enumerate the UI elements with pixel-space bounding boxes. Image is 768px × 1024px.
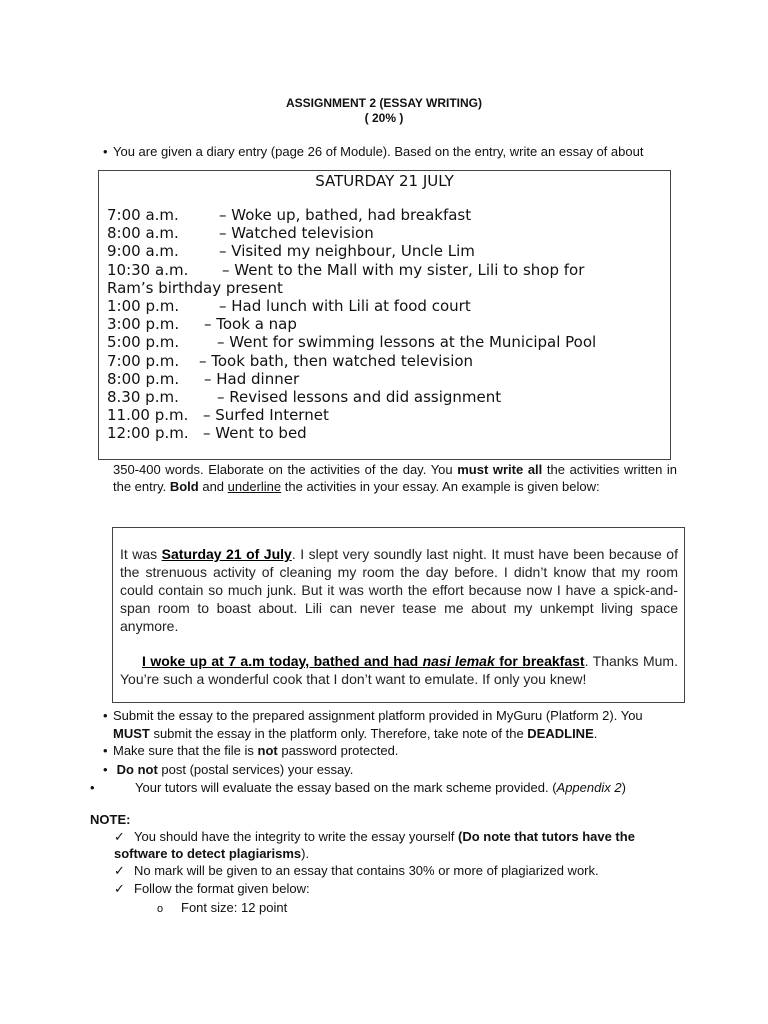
example-activity-emphasis: nasi lemak xyxy=(422,653,495,669)
format-font-size xyxy=(157,899,287,918)
diary-entry-time: 5:00 p.m. xyxy=(107,333,180,352)
bullet-icon: • xyxy=(90,780,95,795)
evaluation-bullet xyxy=(90,779,626,797)
not-emphasis: not xyxy=(257,743,278,758)
diary-entries-list xyxy=(107,206,596,443)
note-label: NOTE: xyxy=(90,812,131,827)
diary-entry xyxy=(107,370,596,388)
diary-entry-activity: – Went for swimming lessons at the Municipal Pool xyxy=(217,333,597,352)
example-activity-emphasis: I woke up at 7 a.m today, bathed and had xyxy=(142,653,423,669)
bullet-text: post (postal services) your essay. xyxy=(157,762,354,777)
checkmark-icon: ✓ xyxy=(114,829,125,844)
format-text: Font size: 12 point xyxy=(181,900,288,915)
diary-entry xyxy=(107,424,596,442)
bullet-icon: • xyxy=(103,708,108,723)
checkmark-icon: ✓ xyxy=(114,863,125,878)
example-paragraph-1 xyxy=(120,545,678,635)
note-text: ). xyxy=(301,846,310,861)
password-bullet xyxy=(103,742,398,760)
bullet-text: Make sure that the file is xyxy=(113,743,258,758)
instructions-text: the activities written in the entry. xyxy=(113,462,678,494)
example-activity-emphasis: for breakfast xyxy=(494,653,585,669)
submit-bullet xyxy=(103,707,683,743)
diary-entry-time: 7:00 a.m. xyxy=(107,206,179,224)
diary-entry xyxy=(107,333,596,351)
bold-emphasis: Bold xyxy=(169,479,199,494)
diary-entry-time: 11.00 p.m. xyxy=(107,406,189,425)
diary-entry-time: 8.30 p.m. xyxy=(107,388,179,407)
deadline-emphasis: DEADLINE xyxy=(527,726,594,741)
diary-entry-activity: – Went to the Mall with my sister, Lili to shop for xyxy=(222,260,585,279)
note-item-format xyxy=(114,880,310,897)
example-text: . I slept very soundly last night. It must have been because of the strenuous activity of cleaning my room the day before. I didn’t know that my room could contain so much junk. But it was worth the effort because now I have a spick-and-span room to boast about. Lili can never tease me about my unkempt living space anymore. xyxy=(120,546,678,634)
checkmark-icon: ✓ xyxy=(114,881,125,896)
bullet-icon: • xyxy=(103,144,108,159)
sub-bullet-icon: o xyxy=(157,903,164,915)
note-text: You should have the integrity to write the essay yourself xyxy=(134,829,458,844)
diary-entry xyxy=(107,206,596,224)
diary-entry xyxy=(107,297,596,315)
postal-bullet xyxy=(103,761,353,779)
note-text: Follow the format given below: xyxy=(134,881,310,896)
bullet-icon: • xyxy=(103,762,108,777)
example-text: It was xyxy=(120,546,162,562)
intro-text: You are given a diary entry (page 26 of Module). Based on the entry, write an essay of about xyxy=(113,144,644,159)
instructions-text: and xyxy=(198,479,228,494)
appendix-reference: Appendix 2 xyxy=(556,780,622,795)
example-essay-box xyxy=(112,527,685,703)
instructions-text: the activities in your essay. An example is given below: xyxy=(281,479,600,494)
plagiarism-emphasis: (Do note that tutors have the software to detect plagiarisms xyxy=(114,829,635,861)
example-date-emphasis: Saturday 21 of July xyxy=(161,546,292,562)
diary-entry-activity: – Had dinner xyxy=(204,369,300,388)
diary-entry-activity: – Had lunch with Lili at food court xyxy=(219,297,471,316)
assignment-title: ASSIGNMENT 2 (ESSAY WRITING) xyxy=(285,96,483,110)
diary-entry-box xyxy=(98,170,671,460)
diary-entry-time: 8:00 a.m. xyxy=(107,224,179,243)
diary-entry xyxy=(107,224,596,242)
bullet-text: submit the essay in the platform only. Therefore, take note of the xyxy=(149,726,528,741)
diary-entry-activity: – Watched television xyxy=(219,224,374,243)
diary-entry xyxy=(107,315,596,333)
must-emphasis: MUST xyxy=(113,726,150,741)
diary-entry-time: 7:00 p.m. xyxy=(107,351,180,370)
instructions-paragraph xyxy=(113,461,677,495)
diary-entry-activity: – Went to bed xyxy=(203,424,307,443)
diary-entry-activity: Ram’s birthday present xyxy=(107,278,283,297)
assignment-weight: ( 20% ) xyxy=(364,111,404,125)
diary-entry-time: 12:00 p.m. xyxy=(107,424,189,443)
do-not-emphasis: Do not xyxy=(116,762,158,777)
note-text: No mark will be given to an essay that contains 30% or more of plagiarized work. xyxy=(134,863,599,878)
diary-entry-time: 10:30 a.m. xyxy=(107,260,189,279)
diary-entry xyxy=(107,279,596,297)
example-text: . Thanks Mum. You’re such a wonderful cook that I don’t want to emulate. If only you knew! xyxy=(120,653,678,687)
diary-entry-time: 9:00 a.m. xyxy=(107,242,179,261)
bullet-text: password protected. xyxy=(277,743,399,758)
diary-entry-activity: – Took a nap xyxy=(204,315,297,334)
diary-entry xyxy=(107,242,596,260)
diary-entry-time: 8:00 p.m. xyxy=(107,369,180,388)
bullet-text: ) xyxy=(621,780,626,795)
example-paragraph-2 xyxy=(120,652,678,688)
underline-emphasis: underline xyxy=(227,479,282,494)
bullet-text: . xyxy=(593,726,598,741)
intro-bullet xyxy=(103,143,643,161)
diary-entry-activity: – Revised lessons and did assignment xyxy=(217,388,502,407)
bullet-text: Submit the essay to the prepared assignment platform provided in MyGuru (Platform 2). You xyxy=(113,708,643,723)
diary-entry-activity: – Woke up, bathed, had breakfast xyxy=(219,206,472,224)
diary-entry-time: 3:00 p.m. xyxy=(107,315,180,334)
diary-entry xyxy=(107,352,596,370)
diary-entry-activity: – Surfed Internet xyxy=(203,406,329,425)
diary-entry-activity: – Took bath, then watched television xyxy=(199,351,474,370)
diary-entry xyxy=(107,388,596,406)
diary-entry-time: 1:00 p.m. xyxy=(107,297,180,316)
diary-title: SATURDAY 21 JULY xyxy=(315,172,454,190)
instructions-text: 350-400 words. Elaborate on the activities of the day. You xyxy=(113,462,458,477)
note-item-plagiarism xyxy=(114,862,599,879)
must-write-all-emphasis: must write all xyxy=(457,462,543,477)
bullet-icon: • xyxy=(103,743,108,758)
diary-entry-activity: – Visited my neighbour, Uncle Lim xyxy=(219,242,475,261)
diary-entry xyxy=(107,406,596,424)
note-item-integrity xyxy=(114,828,684,862)
diary-entry xyxy=(107,261,596,279)
bullet-text: Your tutors will evaluate the essay based on the mark scheme provided. ( xyxy=(135,780,557,795)
